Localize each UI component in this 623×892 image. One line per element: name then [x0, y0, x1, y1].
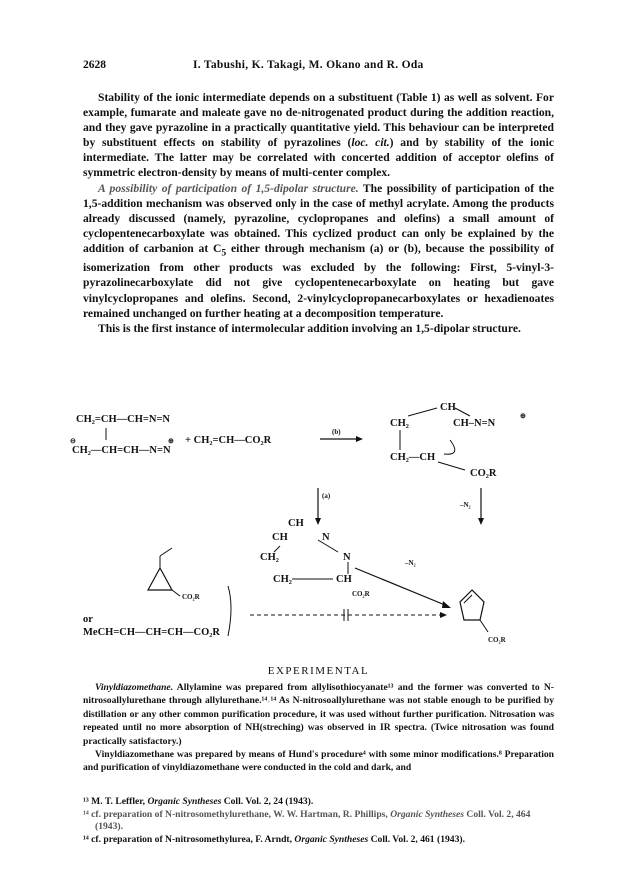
int-a-n-top: N [322, 532, 330, 543]
product-co2r: CO₂R [488, 636, 506, 644]
cyclopropane-co2r: CO₂R [182, 593, 200, 601]
section-heading: A possibility of participation of 1,5-dipolar structure. [98, 181, 359, 195]
bond [408, 408, 437, 416]
plus-charge: ⊕ [168, 437, 174, 445]
minus-n2: –N₂ [405, 559, 416, 567]
bond [455, 408, 470, 416]
int-b-ch2-top: CH₂ [390, 418, 409, 429]
acrylate: + CH₂=CH—CO₂R [185, 435, 272, 446]
experimental-paragraph-1: Vinyldiazomethane. Allylamine was prepared from allylisothiocyanate¹³ and the former was converted to N-nitrosoallylurethane through allylurethane.¹⁴˒¹⁴ As N-nitrosoallylurethane was not stable enough to be purified by distillation or any other common purification procedure, it was used without further purification. Nitrosation was repeated until no more absorption of NH(streching) was observed in IR spectra. (Twice nitrosation was found practically satisfactory.) [83, 682, 554, 747]
blocked-arrow-head [440, 612, 447, 618]
experimental-paragraph-2: Vinyldiazomethane was prepared by means of Hund's procedure⁴ with some minor modifications.⁸ Preparation and purification of vinyldiazomethane were conducted in the cold and dark, and [83, 749, 554, 774]
minus-charge: ⊖ [70, 437, 76, 445]
bond [172, 590, 180, 596]
footnote: ¹³ M. T. Leffler, Organic Syntheses Coll. Vol. 2, 24 (1943). [83, 796, 314, 807]
brace [228, 586, 231, 636]
paragraph-stability: Stability of the ionic intermediate depends on a substituent (Table 1) as well as solvent. For example, fumarate and maleate gave no de-nitrogenated product during the addition reaction, and they gave pyrazoline in a practically quantitative yield. This behaviour can be interpreted by substituent effects on stability of pyrazolines (loc. cit.) and by stability of the ionic intermediate. The latter may be correlated with concerted addition of acceptor olefins of symmetric electron-density by means of multi-center complex. [83, 91, 554, 180]
reaction-scheme [60, 390, 580, 660]
int-a-n-bottom: N [343, 552, 351, 563]
int-b-ch2-bottom: CH₂—CH [390, 452, 436, 463]
footnote: ¹⁴ cf. preparation of N-nitrosomethylurea, F. Arndt, Organic Syntheses Coll. Vol. 2, 461 (1943). [83, 833, 465, 845]
int-a-ch: CH [288, 518, 304, 529]
cyclopentene-ring [460, 590, 484, 620]
minus-n2-b: –N₂ [460, 501, 471, 509]
paragraph-first-instance: This is the first instance of intermolecular addition involving an 1,5-dipolar structure. [98, 321, 521, 335]
int-a-co2r: CO₂R [352, 590, 370, 598]
label-b: (b) [332, 428, 341, 436]
running-head: I. Tabushi, K. Takagi, M. Okano and R. Oda [193, 59, 424, 71]
int-a-ch-bottom: CH [336, 574, 352, 585]
or-label: or [83, 614, 93, 625]
cyclopropane-ring [148, 568, 172, 590]
loc-cit: loc. cit. [351, 136, 390, 150]
page-number: 2628 [83, 59, 106, 71]
paragraph-participation: A possibility of participation of 1,5-dipolar structure. The possibility of participation of the 1,5-addition mechanism was observed only in the case of methyl acrylate. Among the products already discussed (namely, pyrazoline, cyclopropanes and olefins) a small amount of cyclopentenecarboxylate was obtained. This cyclized product can only be explained by the addition of carbanion at $C_5$ either through mechanism (a) or (b), because the possibility of isomerization from other products was excluded by the following: First, 5-vinyl-3-pyrazolinecarboxylate did not give cyclopentenecarboxylate on heating but gave vinylcyclopropanes and olefins. Second, 2-vinylcyclopropanecarboxylates or hexadienoates remained unchanged on further heating at a decomposition temperature. [83, 181, 555, 320]
page-header [83, 59, 553, 75]
int-a-ch2-left: CH₂ [260, 552, 279, 563]
int-a-ch-left: CH [272, 532, 288, 543]
int-b-co2r: CO₂R [470, 468, 497, 479]
int-a-ch2: CH₂ [273, 574, 292, 585]
experimental-title: EXPERIMENTAL [267, 665, 370, 677]
bond [438, 462, 465, 470]
vinyl-bond [160, 548, 172, 556]
bond [480, 620, 488, 632]
experimental-section [83, 681, 554, 775]
arrow-n2-head [478, 518, 484, 525]
reactant-top: CH₂=CH—CH=N=N [76, 414, 171, 425]
arrow-to-product [355, 568, 445, 605]
hexadienoate: MeCH=CH—CH=CH—CO₂R [83, 627, 221, 638]
arrow-b-head [356, 436, 363, 442]
int-b-chn: CH–N=N [453, 418, 496, 429]
experimental-heading: Vinyldiazomethane. [95, 682, 174, 693]
int-b-ch: CH [440, 402, 456, 413]
int-b-plus: ⊕ [520, 412, 526, 420]
arrow-to-product-head [442, 601, 451, 608]
label-a: (a) [322, 492, 331, 500]
footnotes [83, 796, 554, 846]
footnote: ¹⁴ cf. preparation of N-nitrosomethylurethane, W. W. Hartman, R. Phillips, Organic Syntheses Coll. Vol. 2, 464 (1943). [83, 808, 531, 833]
arrow-a-head [315, 518, 321, 525]
body-text [83, 90, 554, 336]
curved-arrow [444, 440, 455, 454]
reactant-bottom: CH₂—CH=CH—N=N [72, 445, 171, 456]
